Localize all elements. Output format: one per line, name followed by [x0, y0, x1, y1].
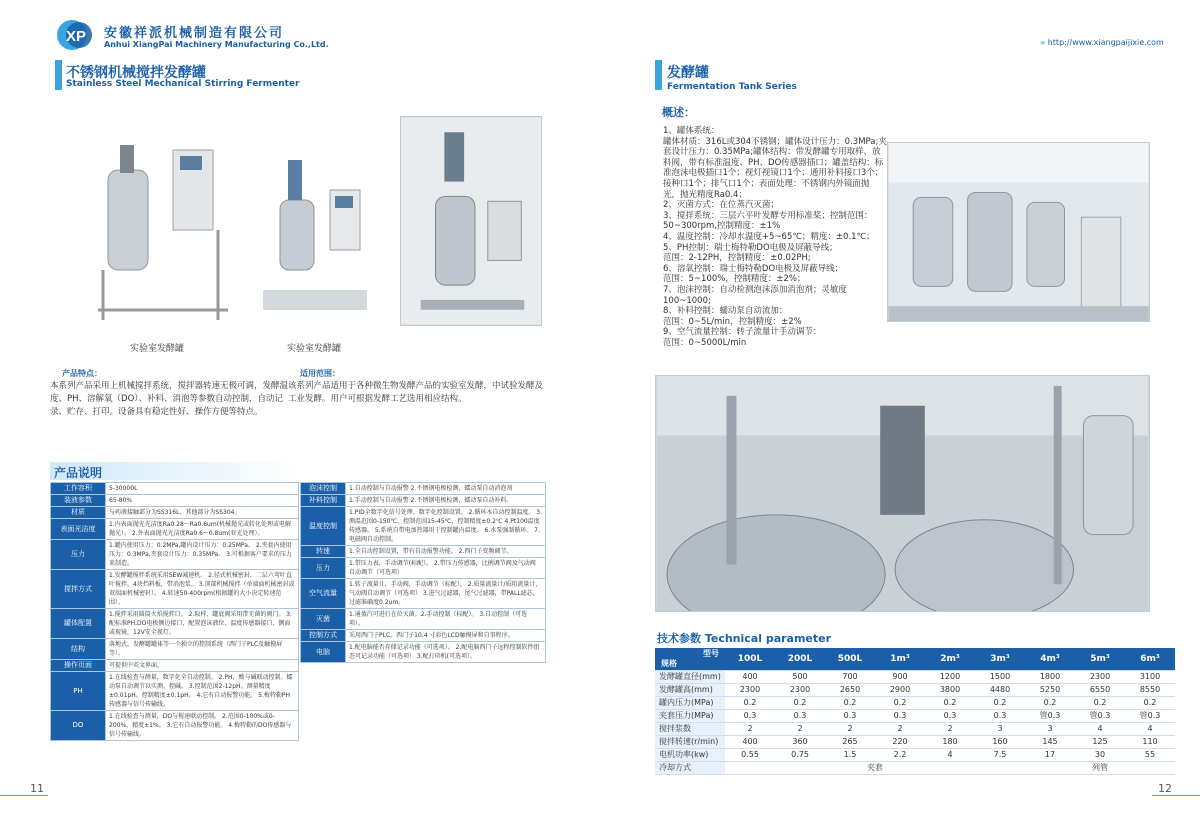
spec-row: [51, 570, 299, 609]
tech-cell: 0.2: [1025, 697, 1075, 710]
company-name-cn: 安徽祥派机械制造有限公司: [104, 26, 285, 41]
spec-value: 1.全自动控制设置，带有自动报警功能。 2.西门子变频调节。: [346, 546, 546, 558]
spec-row: [301, 558, 546, 579]
spec-label: PH: [51, 672, 106, 711]
tech-cell: 145: [1025, 736, 1075, 749]
tech-row-label: 冷却方式: [655, 762, 725, 775]
tech-row-label: 搅拌转速(r/min): [655, 736, 725, 749]
tech-cell: 2300: [1075, 671, 1125, 684]
spec-label: 电脑: [301, 642, 346, 663]
overview-line: 光，抛光精度Ra0.4；: [663, 189, 747, 200]
overview-line: 接种口1个；排气口1个；表面处理：不锈钢内外镜面抛: [663, 178, 870, 189]
spec-row: [51, 672, 299, 711]
spec-row: [301, 579, 546, 609]
spec-row: [51, 639, 299, 660]
tech-cell: 0.55: [725, 749, 775, 762]
tech-model-header: 200L: [775, 648, 825, 671]
tech-cell: 400: [725, 671, 775, 684]
spec-label: DO: [51, 711, 106, 741]
tech-cell: 1.5: [825, 749, 875, 762]
tech-row-cooling: [655, 762, 1175, 775]
tech-row-label: 搅拌浆数: [655, 723, 725, 736]
spec-value: 1.手动控制与自动报警 2.不锈钢电极检测，蠕动泵自动补料。: [346, 495, 546, 507]
tech-row: [655, 697, 1175, 710]
features-text: 本系列产品采用上机械搅拌系统，搅拌器转速无极可调，发酵温度、PH、溶解氧（DO）、补料、消泡等参数自动控制，自动记录、贮存、打印。设备具有稳定性好、操作方便等特点。: [50, 381, 289, 417]
features-heading: 产品特点：: [62, 369, 102, 378]
spec-value: 1.转子流量计，手动阀，手动调节（标配）。 2.质量流量计/质阻流量计，气动阀自动调节（可选项） 3.进气过滤器，尾气过滤器，带PALL滤芯，过滤准确度0.2um。: [346, 579, 546, 609]
overview-line: 4、温度控制：冷却水温度+5~65℃；精度：±0.1℃；: [663, 231, 875, 242]
right-page-subtitle: Fermentation Tank Series: [667, 82, 797, 92]
overview-line: 6、溶氧控制：瑞士梅特勒DO电极及屏蔽导线；: [663, 263, 844, 274]
spec-label: 罐体配置: [51, 609, 106, 639]
overview-line: 100~1000;: [663, 295, 711, 306]
tech-cell: 180: [925, 736, 975, 749]
page-rule-left: [0, 795, 48, 796]
spec-row: [51, 519, 299, 540]
scope-heading: 适用范围：: [300, 369, 340, 378]
tech-param-heading: 技术参数 Technical parameter: [657, 632, 832, 645]
section-accent-bar: [55, 60, 62, 90]
tech-cell: 110: [1125, 736, 1175, 749]
tech-cell: 0.3: [725, 710, 775, 723]
tech-cell: 2: [725, 723, 775, 736]
tech-cell: 0.2: [725, 697, 775, 710]
spec-row: [51, 660, 299, 672]
overview-line: 9、空气流量控制：转子流量计手动调节：: [663, 327, 822, 338]
tech-cell: 0.3: [875, 710, 925, 723]
page-number-right: 12: [1158, 782, 1172, 795]
overview-line: 8、补料控制：蠕动泵自动流加：: [663, 306, 788, 317]
tech-cell: 220: [875, 736, 925, 749]
tech-cell: 500: [775, 671, 825, 684]
spec-row: [301, 507, 546, 546]
tech-cell: 30: [1075, 749, 1125, 762]
spec-table-left: [50, 482, 299, 741]
technical-parameter-table: [655, 648, 1175, 775]
spec-label: 结构: [51, 639, 106, 660]
tech-cell: 0.2: [1075, 697, 1125, 710]
tech-cell: 0.2: [825, 697, 875, 710]
overview-text: [663, 126, 888, 348]
overview-heading: 概述：: [662, 106, 695, 119]
spec-row: [51, 483, 299, 495]
overview-line: 1、罐体系统：: [663, 126, 720, 136]
tech-cell: 0.2: [925, 697, 975, 710]
spec-label: 操作页面: [51, 660, 106, 672]
tech-cell: 400: [725, 736, 775, 749]
overview-line: 范围：5~100%，控制精度：±2%；: [663, 274, 806, 285]
industrial-fermenter-photo: [655, 375, 1150, 612]
spec-section-header: 产品说明: [50, 462, 300, 480]
right-page-title: 发酵罐: [667, 65, 709, 81]
svg-text:XP: XP: [65, 28, 87, 45]
left-page-title: 不锈钢机械搅拌发酵罐: [66, 65, 206, 81]
tech-cell: 700: [825, 671, 875, 684]
tech-cell: 8550: [1125, 684, 1175, 697]
tech-cell: 4: [925, 749, 975, 762]
spec-value: 落地式，发酵罐罐体等一个独立的控制系统（西门子PLC及触摸屏等）。: [106, 639, 299, 660]
tech-cell: 125: [1075, 736, 1125, 749]
tech-cell: 1200: [925, 671, 975, 684]
spec-value: 1.通蒸汽可进行在位灭菌。2.手动控制（标配）。 3.自动控制（可选项）。: [346, 609, 546, 630]
overview-line: 套设计压力：0.35MPa;罐体结构：带发酵罐专用取样、放: [663, 147, 881, 158]
tech-model-header: 2m³: [925, 648, 975, 671]
tech-cell: 17: [1025, 749, 1075, 762]
spec-label: 空气流量: [301, 579, 346, 609]
tech-row-label: 电机功率(kw): [655, 749, 725, 762]
spec-value: 可提供中英文界面。: [106, 660, 299, 672]
tech-cell: 0.2: [775, 697, 825, 710]
tech-cell: 3: [975, 723, 1025, 736]
spec-value: 1.发酵罐搅拌系统采用SEW减速机。 2.径式机械密封，二层六弯叶直叶搅拌，4块挡料板，带消泡浆。 3.顶部机械搅拌（单端面机械密封或双端面机械密封）。 4.转速50-400rpm(根据罐的大小决定转速范围）。: [106, 570, 299, 609]
spec-row: [301, 546, 546, 558]
tech-cell: 4480: [975, 684, 1025, 697]
tech-cell: 2300: [725, 684, 775, 697]
tech-cell: 管0.3: [1025, 710, 1075, 723]
tech-cell: 7.5: [975, 749, 1025, 762]
tech-cell: 0.3: [825, 710, 875, 723]
tech-row: [655, 671, 1175, 684]
tech-cell: 4: [1075, 723, 1125, 736]
spec-value: 1.在线检查与测量，数字化全自动控制。 2.PH，酸与碱联动控制。蠕动泵自动调节以实测、控碱。 3.控制范围2-12pH。测量精度±0.01pH。控制精度±0.1pH。 4.它有自动报警功能。 5.梅特勒PH传感器与信号传输线。: [106, 672, 299, 711]
tech-cell: 265: [825, 736, 875, 749]
overview-line: 准泡沫电极插口1个；视灯视镜口1个；通用补料接口3个；: [663, 168, 884, 179]
spec-label: 控制方式: [301, 630, 346, 642]
tech-row: [655, 749, 1175, 762]
tech-cell: 2900: [875, 684, 925, 697]
tech-cell: 1500: [975, 671, 1025, 684]
page-number-left: 11: [30, 782, 44, 795]
spec-row: [51, 609, 299, 639]
company-name-en: Anhui XiangPai Machinery Manufacturing Co.,Ltd.: [104, 40, 329, 49]
spec-value: 采用西门子PLC，西门子10.4 寸彩色LCD触摸屏和自事程序。: [346, 630, 546, 642]
tech-row-label: 夹套压力(MPa): [655, 710, 725, 723]
overview-line: 7、泡沫控制：自动检测泡沫添加消泡剂；灵敏度: [663, 284, 847, 295]
tech-model-header: 6m³: [1125, 648, 1175, 671]
page-rule-right: [1152, 795, 1200, 796]
tech-cell: 55: [1125, 749, 1175, 762]
spec-row: [301, 483, 546, 495]
tech-row: [655, 736, 1175, 749]
tech-cell: 6550: [1075, 684, 1125, 697]
spec-row: [51, 540, 299, 570]
spec-value: 65-80%: [106, 495, 299, 507]
tech-model-header: 500L: [825, 648, 875, 671]
website-url[interactable]: » http://www.xiangpaijixie.com: [1040, 38, 1164, 47]
overview-line: 范围：2-12PH，控制精度：±0.02PH;: [663, 253, 811, 264]
tech-row-label: 发酵罐高(mm): [655, 684, 725, 697]
tech-cell: 0.3: [775, 710, 825, 723]
spec-value: 1.搅拌采用圆筒火焰搅拌口。 2.取样、罐底阀采用带无菌的阀门。 3.配标准PH,DO电极侧边接口，配置泡沫液位、温度传感器接口，侧面或视镜，12V安全视灯。: [106, 609, 299, 639]
spec-row: [51, 711, 299, 741]
tech-cell: 0.3: [925, 710, 975, 723]
scope-text: 该系列产品适用于各种微生物发酵产品的实验室发酵，中试验发酵及工业发酵。用户可根据发酵工艺选用相应结构。: [288, 381, 544, 404]
tech-cell: 160: [975, 736, 1025, 749]
spec-row: [51, 507, 299, 519]
tech-cell: 0.2: [875, 697, 925, 710]
fermenter-workshop-photo: [887, 142, 1150, 322]
overview-line: 料阀，带有标准温度、PH、DO传感器插口；罐盖结构：标: [663, 157, 884, 168]
tech-cell: 3800: [925, 684, 975, 697]
tech-cell: 0.3: [975, 710, 1025, 723]
spec-value: 1.内表面抛光光洁度Ra0.28～Ra0.6um(机械抛光或转化处理或电解抛光）。 2.外表面抛光光洁度Ra0.6～0.8um(亚光处理）。: [106, 519, 299, 540]
spec-row: [51, 495, 299, 507]
spec-value: 1.带压力表，手动调节(标配）。 2.带压力传感器，比例调节阀及气动阀 自动调节（可选项）: [346, 558, 546, 579]
tech-model-header: 3m³: [975, 648, 1025, 671]
spec-label: 温度控制: [301, 507, 346, 546]
spec-value: 1.自动控制与自动报警 2.不锈钢电极检测，蠕动泵自动消泡剂: [346, 483, 546, 495]
tech-cell: 3100: [1125, 671, 1175, 684]
tech-cell: 管0.3: [1125, 710, 1175, 723]
overview-line: 范围：0~5L/min，控制精度：±2%: [663, 316, 802, 327]
photo-caption-2: 实验室发酵罐: [287, 344, 342, 354]
spec-row: [301, 642, 546, 663]
spec-value: 1.配电脑能否存储记录功能（可选项）。 2.配电脑西门子远程控制软件组态可记录功能（可选项） 3.配打印机(可选项）。: [346, 642, 546, 663]
spec-row: [301, 495, 546, 507]
tech-model-header: 1m³: [875, 648, 925, 671]
spec-label: 装液参数: [51, 495, 106, 507]
tech-cell: 0.75: [775, 749, 825, 762]
lab-fermenter-photo-1: [88, 130, 238, 330]
tech-cell: 管0.3: [1075, 710, 1125, 723]
tech-row: [655, 723, 1175, 736]
cooling-jacket-cell: 夹套: [725, 762, 1025, 775]
spec-value: 与药液接触部分为SS316L，其他部分为SS304。: [106, 507, 299, 519]
left-page-subtitle: Stainless Steel Mechanical Stirring Fermenter: [66, 79, 300, 89]
tech-cell: 2: [825, 723, 875, 736]
tech-cell: 2: [775, 723, 825, 736]
tech-model-header: 100L: [725, 648, 775, 671]
tech-model-header: 5m³: [1075, 648, 1125, 671]
tech-row: [655, 710, 1175, 723]
cooling-tube-cell: 列管: [1025, 762, 1175, 775]
tech-cell: 4: [1125, 723, 1175, 736]
tech-cell: 5250: [1025, 684, 1075, 697]
tech-cell: 900: [875, 671, 925, 684]
spec-row: [301, 609, 546, 630]
spec-label: 转速: [301, 546, 346, 558]
overview-line: 范围：0~5000L/min: [663, 337, 747, 348]
spec-value: 1.罐内使用压力：0.2MPa,罐内设计压力：0.25MPa。 2.夹套内使用压力：0.3MPa,夹套设计压力：0.35MPa。 3.可根据客户要求的压力来制造。: [106, 540, 299, 570]
arrow-icon: »: [1040, 38, 1046, 47]
tech-row: [655, 684, 1175, 697]
tech-cell: 360: [775, 736, 825, 749]
photo-caption-1: 实验室发酵罐: [130, 344, 185, 354]
tech-row-label: 发酵罐直径(mm): [655, 671, 725, 684]
tech-table-corner: 型号 规格: [655, 648, 725, 671]
spec-label: 工作容积: [51, 483, 106, 495]
spec-value: 1.PID全数字化信号处理、数字化控制设置。 2.循环水自动控制温度。 3.测温范围0-150℃，控制范围15-45℃，控制精度±0.2℃ 4.Pt100温度传感器。 5.系统自带电加热器用于控制罐内温度。 6.水泵强制循环。 7.电磁阀自动控制。: [346, 507, 546, 546]
overview-line: 5、PH控制：瑞士梅特勒DO电极及屏蔽导线；: [663, 242, 838, 253]
tech-model-header: 4m³: [1025, 648, 1075, 671]
overview-line: 50~300rpm,控制精度：±1%: [663, 221, 781, 232]
spec-label: 泡沫控制: [301, 483, 346, 495]
spec-row: [301, 630, 546, 642]
tech-cell: 2: [925, 723, 975, 736]
tech-cell: 2300: [775, 684, 825, 697]
spec-value: 1.在线检查与测量，DO与搅速联动控制。 2.范围0-100%或0-200%，精度±1%。 3.它有自动报警功能。 4.梅特勒的DO传感器与信号传输线。: [106, 711, 299, 741]
spec-value: 5-30000L: [106, 483, 299, 495]
tech-cell: 1800: [1025, 671, 1075, 684]
lab-fermenter-photo-3: [400, 116, 542, 326]
spec-label: 材质: [51, 507, 106, 519]
tech-cell: 0.2: [975, 697, 1025, 710]
spec-label: 补料控制: [301, 495, 346, 507]
spec-label: 表面光洁度: [51, 519, 106, 540]
spec-label: 搅拌方式: [51, 570, 106, 609]
overview-line: 罐体材质：316L或304不锈钢；罐体设计压力：0.3MPa;夹: [663, 136, 887, 147]
overview-line: 3、搅拌系统：三层六平叶发酵专用标准桨；控制范围：: [663, 210, 873, 221]
tech-cell: 2.2: [875, 749, 925, 762]
tech-cell: 2: [875, 723, 925, 736]
spec-table-right: [300, 482, 546, 663]
tech-cell: 2650: [825, 684, 875, 697]
tech-row-label: 罐内压力(MPa): [655, 697, 725, 710]
lab-fermenter-photo-2: [255, 140, 375, 320]
spec-label: 压力: [51, 540, 106, 570]
tech-cell: 3: [1025, 723, 1075, 736]
spec-label: 灭菌: [301, 609, 346, 630]
spec-label: 压力: [301, 558, 346, 579]
company-logo: [55, 18, 99, 52]
section-accent-bar-right: [655, 60, 662, 90]
tech-cell: 0.2: [1125, 697, 1175, 710]
overview-line: 2、灭菌方式：在位蒸汽灭菌；: [663, 200, 779, 211]
